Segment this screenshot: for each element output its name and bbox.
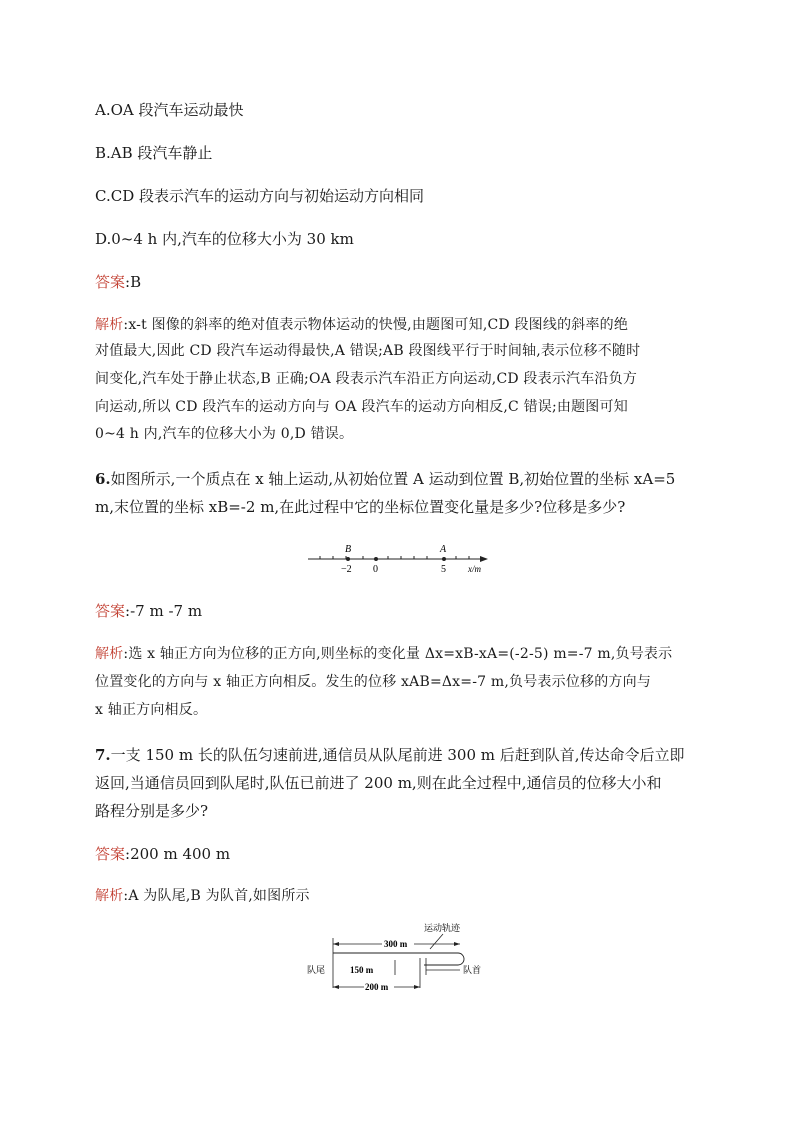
analysis-label: 解析 (95, 888, 124, 904)
point-a (442, 557, 446, 561)
analysis-label: 解析 (95, 646, 124, 662)
trajectory-path (333, 953, 464, 965)
q7-stem-line-2: 返回,当通信员回到队尾时,队伍已前进了 200 m,则在此全过程中,通信员的位移大小和 (95, 774, 662, 792)
dim-200-label: 200 m (365, 982, 389, 992)
answer-label: 答案 (95, 602, 126, 620)
answer-label: 答案 (95, 845, 126, 863)
option-c: C.CD 段表示汽车的运动方向与初始运动方向相同 (95, 187, 424, 205)
question-number: 7. (95, 746, 111, 764)
arrow-icon (333, 942, 339, 946)
option-b: B.AB 段汽车静止 (95, 144, 213, 162)
q6-answer (95, 601, 202, 621)
q5-analysis-line-5: 0~4 h 内,汽车的位移大小为 0,D 错误。 (95, 426, 354, 442)
question-number: 6. (95, 470, 111, 488)
q6-stem-line-1 (95, 469, 675, 489)
q5-answer (95, 272, 141, 292)
analysis-label: 解析 (95, 317, 124, 333)
tick-label-5: 5 (441, 564, 446, 575)
dim-150-label: 150 m (350, 965, 374, 975)
option-a: A.OA 段汽车运动最快 (95, 101, 244, 119)
option-d: D.0~4 h 内,汽车的位移大小为 30 km (95, 230, 354, 248)
axis-label: x/m (468, 564, 481, 574)
answer-label: 答案 (95, 273, 126, 291)
answer-text: :200 m 400 m (125, 845, 231, 863)
answer-text: :-7 m -7 m (125, 602, 203, 620)
q7-answer (95, 844, 230, 864)
q5-analysis-line-4: 向运动,所以 CD 段汽车的运动方向与 OA 段汽车的运动方向相反,C 错误;由题图可知 (95, 399, 628, 415)
march-diagram (302, 920, 502, 992)
track-label: 运动轨迹 (424, 923, 461, 933)
arrow-icon (454, 942, 460, 946)
q7-stem-line-1 (95, 745, 685, 765)
arrow-icon (414, 985, 420, 989)
q5-analysis-line-3: 间变化,汽车处于静止状态,B 正确;OA 段表示汽车沿正方向运动,CD 段表示汽车沿负方 (95, 371, 638, 387)
answer-text: :B (125, 273, 142, 291)
q7-analysis (95, 886, 310, 906)
analysis-text: :选 x 轴正方向为位移的正方向,则坐标的变化量 Δx=xB-xA=(-2-5) m=-7 m,负号表示 (123, 646, 673, 662)
analysis-text: :A 为队尾,B 为队首,如图所示 (123, 888, 310, 904)
q5-analysis-line-1 (95, 315, 628, 335)
tick-label-0: 0 (373, 564, 378, 575)
q6-analysis-line-3: x 轴正方向相反。 (95, 702, 208, 718)
tick-label-neg2: −2 (341, 564, 352, 575)
q6-stem-line-2: m,末位置的坐标 xB=-2 m,在此过程中它的坐标位置变化量是多少?位移是多少? (95, 498, 626, 516)
q7-stem-line-3: 路程分别是多少? (95, 802, 209, 820)
q6-analysis-line-1 (95, 644, 672, 664)
q5-analysis-line-2: 对值最大,因此 CD 段汽车运动得最快,A 错误;AB 段图线平行于时间轴,表示位移不随时 (95, 343, 641, 359)
origin-point (374, 557, 378, 561)
q6-analysis-line-2: 位置变化的方向与 x 轴正方向相反。发生的位移 xAB=Δx=-7 m,负号表示位移的方向与 (95, 674, 652, 690)
label-b: B (345, 544, 352, 555)
dim-300-label: 300 m (384, 939, 408, 949)
label-a: A (440, 544, 447, 555)
point-b (346, 557, 350, 561)
axis-arrow-icon (480, 556, 488, 562)
stem-text: 一支 150 m 长的队伍匀速前进,通信员从队尾前进 300 m 后赶到队首,传达命令后立即 (110, 746, 685, 764)
head-label: 队首 (463, 965, 482, 975)
x-axis-figure (305, 542, 490, 576)
arrow-icon (333, 985, 339, 989)
track-leader (430, 934, 443, 949)
stem-text: 如图所示,一个质点在 x 轴上运动,从初始位置 A 运动到位置 B,初始位置的坐标 xA=5 (110, 470, 676, 488)
tail-label: 队尾 (307, 965, 326, 975)
analysis-text: :x-t 图像的斜率的绝对值表示物体运动的快慢,由题图可知,CD 段图线的斜率的绝 (123, 317, 629, 333)
